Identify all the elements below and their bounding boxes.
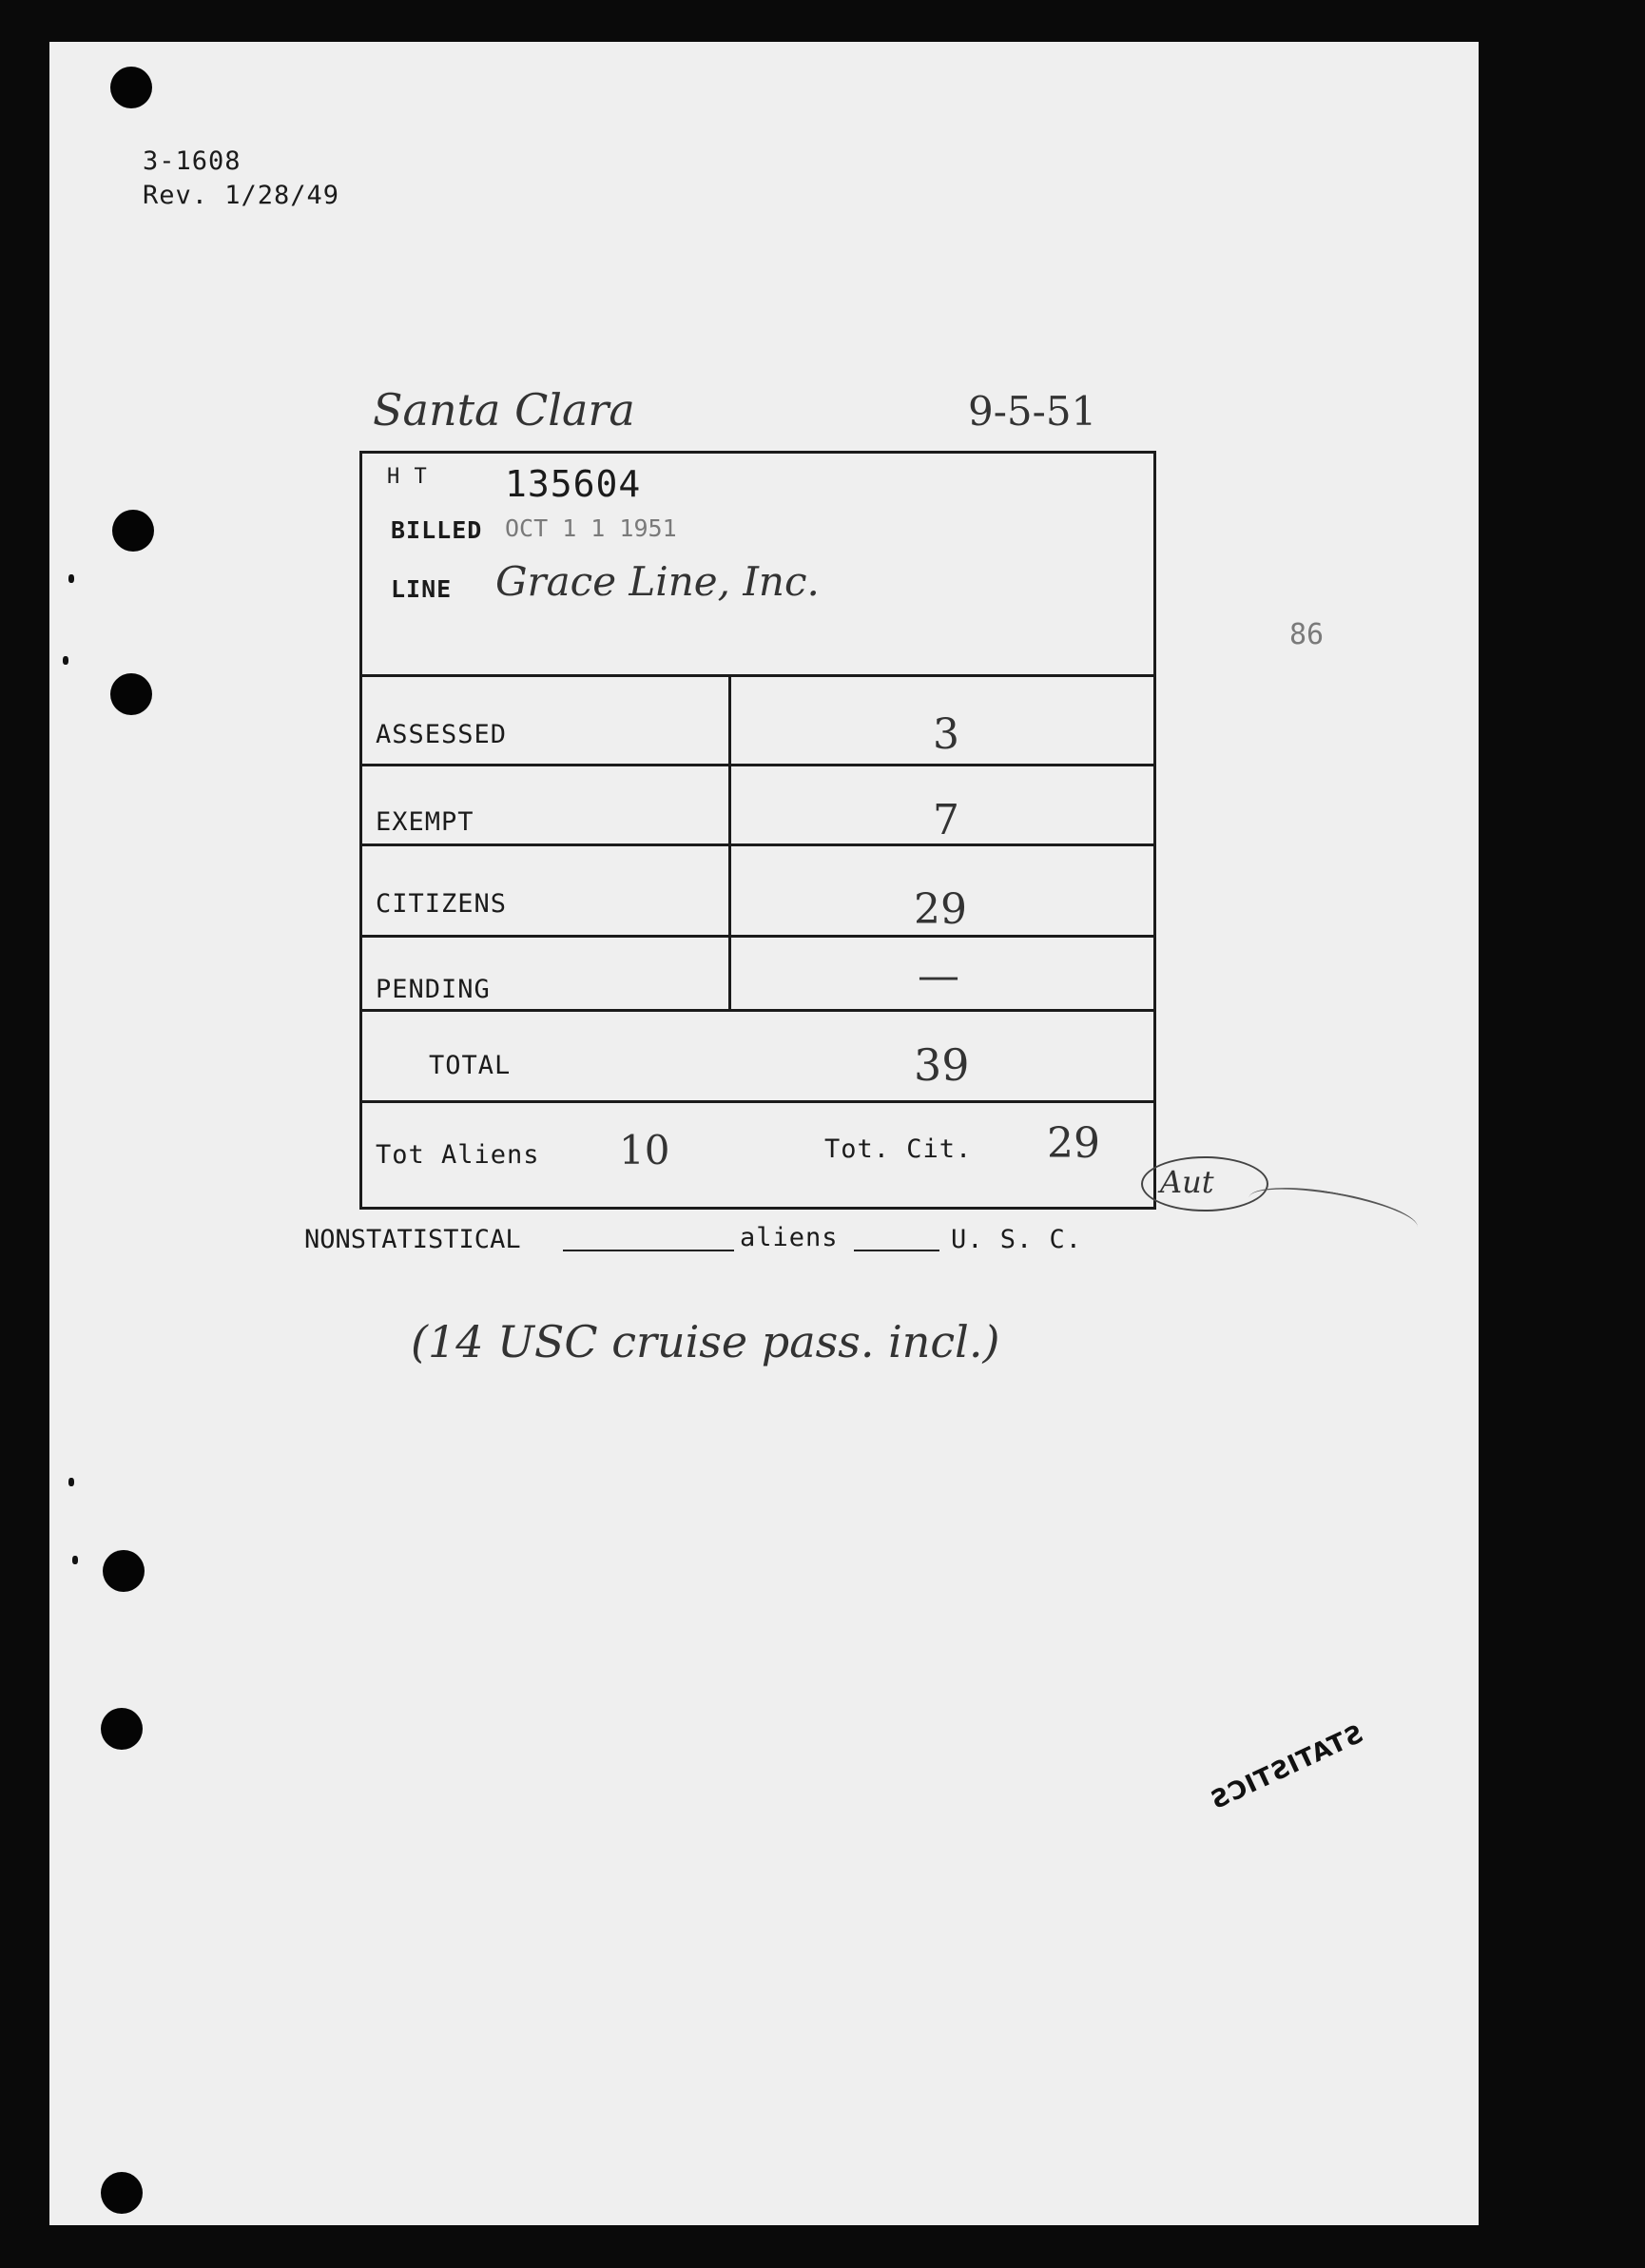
vessel-name: Santa Clara	[373, 384, 635, 436]
punch-hole	[101, 1708, 143, 1750]
row-label: PENDING	[376, 975, 491, 1004]
row-value: 7	[933, 796, 959, 844]
row-label: CITIZENS	[376, 889, 508, 919]
tot-cit-label: Tot. Cit.	[824, 1134, 973, 1164]
ht-label: H T	[387, 465, 428, 489]
document-page	[49, 42, 1479, 2225]
row-value: —	[918, 952, 959, 1000]
line-label: LINE	[391, 575, 453, 603]
punch-hole	[112, 510, 154, 552]
form-revision: Rev. 1/28/49	[143, 181, 340, 210]
line-value: Grace Line, Inc.	[495, 558, 820, 605]
form-number: 3-1608	[143, 146, 242, 176]
date-handwritten: 9-5-51	[968, 388, 1097, 435]
tot-cit-value: 29	[1047, 1119, 1100, 1168]
punch-hole	[110, 67, 152, 108]
page-mark: 86	[1289, 618, 1325, 651]
billed-label: BILLED	[391, 516, 483, 544]
initials: Aut	[1160, 1164, 1214, 1200]
punch-hole	[103, 1550, 145, 1592]
row-value: 29	[914, 885, 967, 934]
row-label: ASSESSED	[376, 720, 508, 749]
ht-number: 135604	[505, 463, 642, 505]
tally-box	[359, 451, 1156, 1210]
tot-aliens-label: Tot Aliens	[376, 1140, 540, 1170]
statistics-stamp: STATISTICS	[1205, 1719, 1368, 1816]
total-label: TOTAL	[429, 1051, 512, 1080]
nonstatistical-usc: U. S. C.	[951, 1225, 1083, 1254]
handwritten-note: (14 USC cruise pass. incl.)	[411, 1316, 1000, 1367]
row-value: 3	[933, 710, 959, 759]
nonstatistical-label: NONSTATISTICAL	[304, 1225, 521, 1254]
total-value: 39	[914, 1039, 970, 1091]
punch-hole	[110, 673, 152, 715]
nonstatistical-aliens: aliens	[740, 1223, 839, 1252]
punch-hole	[101, 2172, 143, 2214]
row-label: EXEMPT	[376, 807, 474, 837]
initials-flourish	[1246, 1178, 1422, 1248]
tot-aliens-value: 10	[619, 1127, 670, 1173]
billed-date-stamp: OCT 1 1 1951	[505, 514, 677, 542]
